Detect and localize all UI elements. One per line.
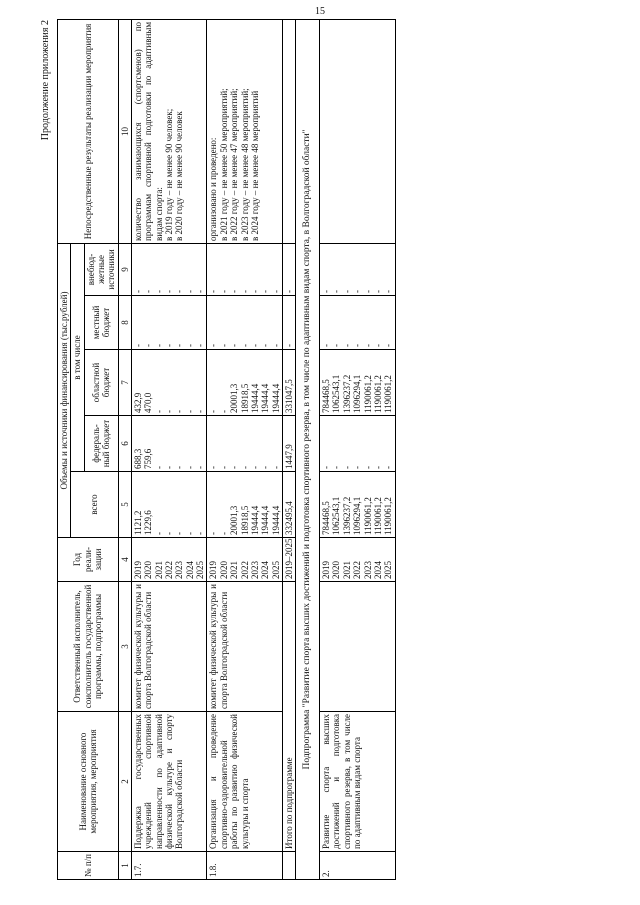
row-total: 1121,2 1229,6 - - - - - (132, 472, 207, 538)
header-name: Наименование основного мероприятия, мероприятия (58, 712, 119, 852)
row-executor: комитет физической культуры и спорта Волгоградской области (207, 582, 282, 712)
row-local: - - - - - - - (207, 296, 282, 350)
header-result: Непосредственные результаты реализации мероприятия (58, 19, 119, 243)
column-number: 7 (118, 350, 131, 416)
row-years: 2019 2020 2021 2022 2023 2024 2025 (207, 538, 282, 582)
row-years: 2019 2020 2021 2022 2023 2024 2025 (320, 538, 395, 582)
column-number: 2 (118, 712, 131, 852)
column-number: 1 (118, 852, 131, 880)
header-num: № п/п (58, 852, 119, 880)
header-federal: федераль-ный бюджет (84, 416, 118, 472)
column-number: 5 (118, 472, 131, 538)
subtotal-regional: 331047,5 (282, 350, 295, 416)
column-number: 8 (118, 296, 131, 350)
subtotal-federal: 1447,9 (282, 416, 295, 472)
row-extra: - - - - - - - (207, 243, 282, 295)
row-extra: - - - - - - - (132, 243, 207, 295)
subprogram-title: Подпрограмма "Развитие спорта высших достижений и подготовка спортивного резерва, в том числе по адаптивным видам спорта, в Волгоградской области" (296, 19, 320, 879)
row-executor (320, 582, 395, 712)
column-number: 9 (118, 243, 131, 295)
header-extra: внебюд-жетные источники (84, 243, 118, 295)
row-regional: 784468,5 1062543,1 1396237,2 1096294,1 1190061,2 1190061,2 1190061,2 (320, 350, 395, 416)
header-executor: Ответственный исполнитель, соисполнитель государственной программы, подпрограммы (58, 582, 119, 712)
row-name: Поддержка государственных учреждений спортивной направленности по адаптивной физической культуре и спорту Волгоградской области (132, 712, 207, 852)
column-number: 6 (118, 416, 131, 472)
row-total: 784468,5 1062543,1 1396237,2 1096294,1 1190061,2 1190061,2 1190061,2 (320, 472, 395, 538)
table-row (207, 19, 282, 879)
row-federal: - - - - - - - (320, 416, 395, 472)
row-num: 1.8. (207, 852, 282, 880)
row-total: - - 20001,3 18918,5 19444,4 19444,4 19444,4 (207, 472, 282, 538)
funding-table (57, 19, 396, 880)
row-name: Развитие спорта высших достижений и подготовка спортивного резерва, в том числе по адаптивным видам спорта (320, 712, 395, 852)
subtotal-years: 2019–2025 (282, 538, 295, 582)
subtotal-extra: - (282, 243, 295, 295)
row-federal: 688,3 759,6 - - - - - (132, 416, 207, 472)
column-number: 4 (118, 538, 131, 582)
row-result: количество занимающихся (спортсменов) по программам спортивной подготовки по адаптивным видам спорта: в 2019 году – не менее 90 человек; в 2020 году – не менее 90 человек (132, 19, 207, 243)
row-executor: комитет физической культуры и спорта Волгоградской области (132, 582, 207, 712)
row-local: - - - - - - - (132, 296, 207, 350)
row-years: 2019 2020 2021 2022 2023 2024 2025 (132, 538, 207, 582)
header-total: всего (71, 472, 118, 538)
header-funding: Объемы и источники финансирования (тыс.рублей) (58, 243, 71, 537)
row-result: организовано и проведено: в 2021 году – не менее 50 мероприятий; в 2022 году – не менее 47 мероприятий; в 2023 году – не менее 48 мероприятий; в 2024 году – не менее 48 мероприятий (207, 19, 282, 243)
rotated-table-sheet (40, 20, 600, 880)
header-including: в том числе (71, 243, 84, 471)
appendix-note: Продолжение приложения 2 (40, 20, 51, 141)
header-year: Год реали-зации (58, 538, 119, 582)
row-num: 2. (320, 852, 395, 880)
subprogram-row (296, 19, 320, 879)
row-federal: - - - - - - - (207, 416, 282, 472)
row-name: Организация и проведение спортивно-оздоровительной работы по развитию физической культуры и спорта (207, 712, 282, 852)
table-row (132, 19, 207, 879)
header-regional: областной бюджет (84, 350, 118, 416)
page-number: 15 (315, 6, 325, 17)
column-number-row (118, 19, 131, 879)
column-number: 10 (118, 19, 131, 243)
row-num: 1.7. (132, 852, 207, 880)
subtotal-row (282, 19, 295, 879)
header-local: местный бюджет (84, 296, 118, 350)
subtotal-local: - (282, 296, 295, 350)
row-local: - - - - - - - (320, 296, 395, 350)
column-number: 3 (118, 582, 131, 712)
table-row (320, 19, 395, 879)
subtotal-label: Итого по подпрограмме (282, 582, 295, 852)
row-regional: 432,9 470,0 - - - - - (132, 350, 207, 416)
row-extra: - - - - - - - (320, 243, 395, 295)
row-regional: - - 20001,3 18918,5 19444,4 19444,4 19444,4 (207, 350, 282, 416)
subtotal-total: 332495,4 (282, 472, 295, 538)
